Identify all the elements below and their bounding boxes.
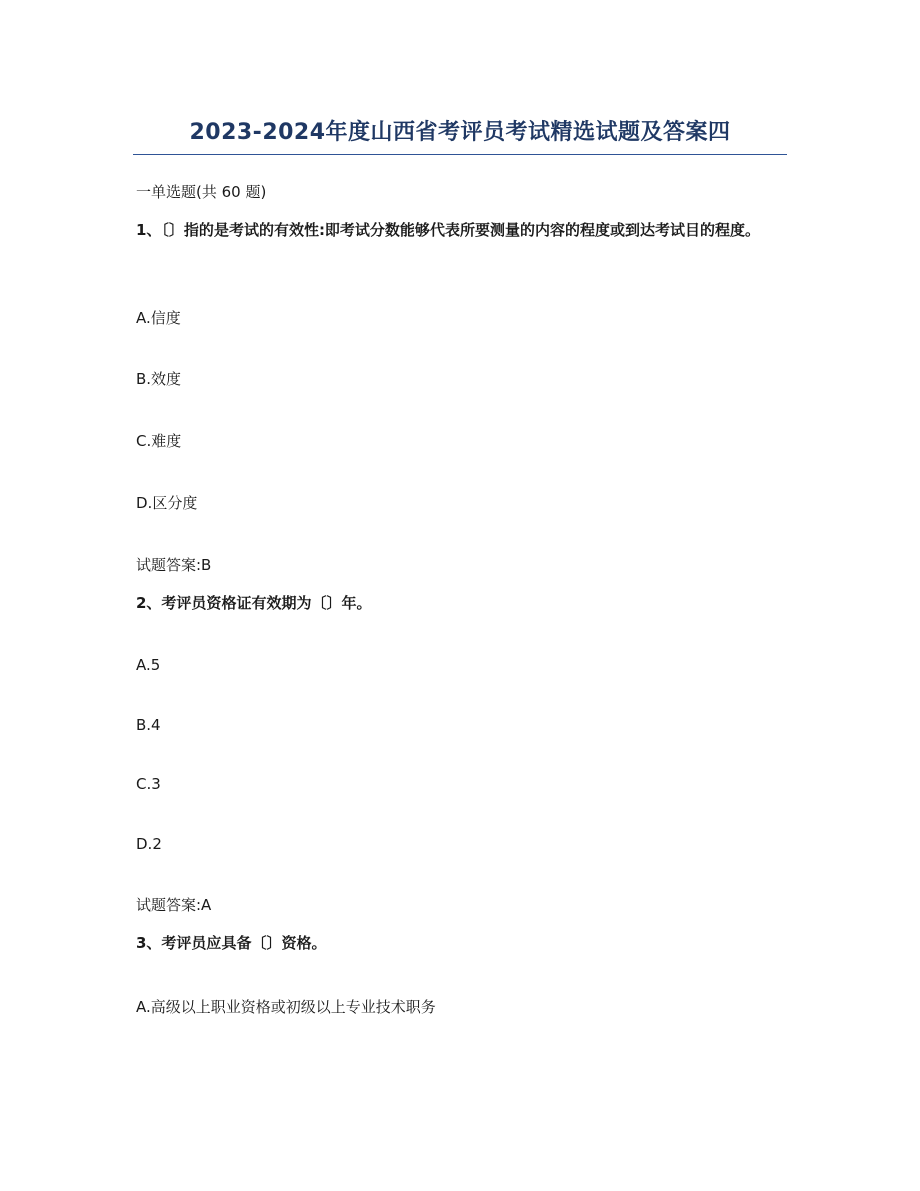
question-2-stem: 2、考评员资格证有效期为〔〕年。 bbox=[136, 594, 372, 612]
question-3-option-a: A.高级以上职业资格或初级以上专业技术职务 bbox=[136, 998, 436, 1016]
question-1-option-d: D.区分度 bbox=[136, 494, 198, 512]
question-1-option-c: C.难度 bbox=[136, 432, 182, 450]
question-2-option-a: A.5 bbox=[136, 656, 161, 674]
title-underline bbox=[133, 154, 787, 155]
question-1-answer: 试题答案:B bbox=[136, 556, 212, 574]
question-1-option-b: B.效度 bbox=[136, 370, 182, 388]
question-2-option-c: C.3 bbox=[136, 775, 161, 793]
document-title: 2023-2024年度山西省考评员考试精选试题及答案四 bbox=[189, 120, 731, 145]
question-2-option-d: D.2 bbox=[136, 835, 162, 853]
question-1-option-a: A.信度 bbox=[136, 309, 181, 327]
question-2-option-b: B.4 bbox=[136, 716, 161, 734]
question-1-stem: 1、〔〕指的是考试的有效性:即考试分数能够代表所要测量的内容的程度或到达考试目的程度。 bbox=[136, 221, 760, 239]
question-2-answer: 试题答案:A bbox=[136, 896, 212, 914]
question-3-stem: 3、考评员应具备〔〕资格。 bbox=[136, 934, 327, 952]
section-heading: 一单选题(共 60 题) bbox=[136, 183, 267, 201]
